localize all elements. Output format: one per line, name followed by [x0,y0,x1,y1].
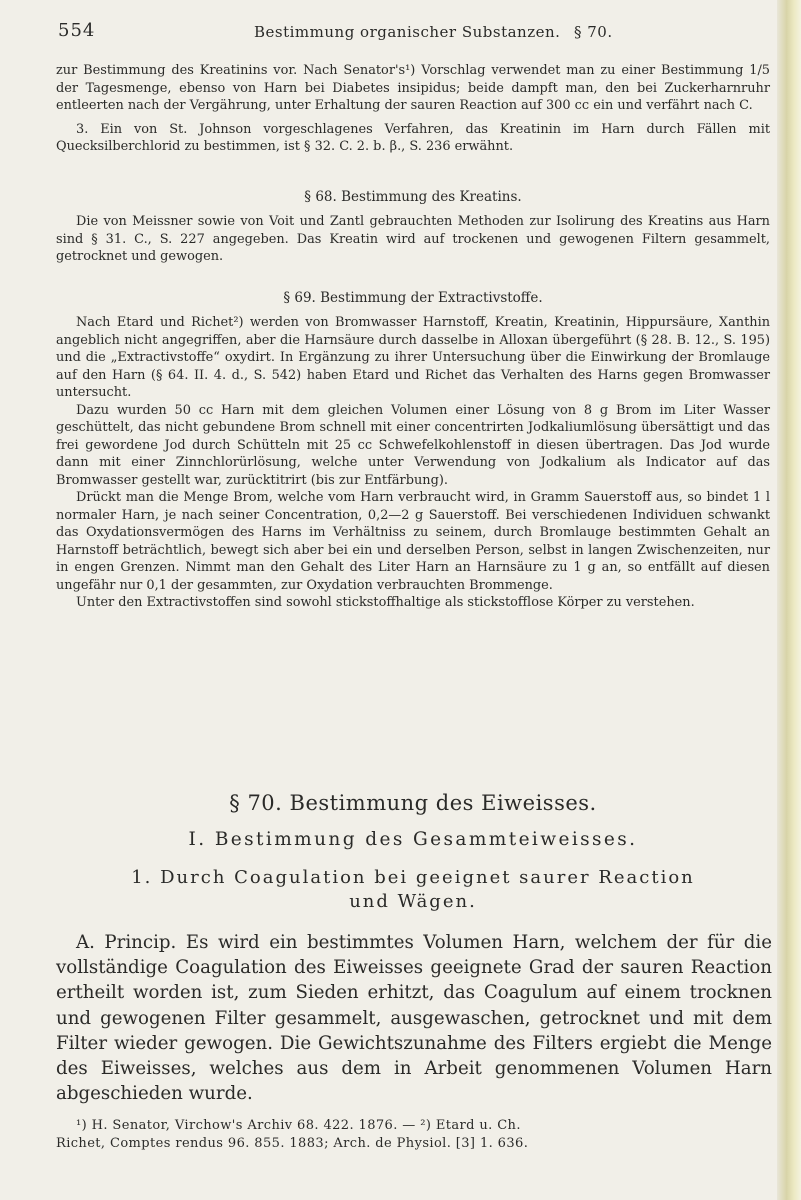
section-69-text [56,314,770,612]
heading-coagulation-line2: und Wägen. [349,891,477,912]
running-title: Bestimmung organischer Substanzen. [254,23,561,41]
top-text [56,62,770,156]
paragraph-method: Dazu wurden 50 cc Harn mit dem gleichen Volumen einer Lösung von 8 g Brom im Liter Wasser geschüttelt, das nicht gebundene Brom schnell mit einer concentrirten Jodkaliumlösung übersättigt und das frei gewordene Jod durch Schütteln mit 25 cc Schwefelkohlenstoff in diesen übertragen. Das Jod wurde dann mit einer Zinnchlorürlösung, welche unter Verwendung von Jodkalium als Indicator auf das Bromwasser gestellt war, zurücktitrirt (bis zur Entfärbung). [56,402,770,488]
footnote-line-2: Richet, Comptes rendus 96. 855. 1883; Arch. de Physiol. [3] 1. 636. [56,1135,529,1151]
section-70-title: § 70. Bestimmung des Eiweisses. [229,791,597,815]
heading-coagulation [56,866,770,914]
heading-gesammteiweiss: I. Bestimmung des Gesammteiweisses. [188,829,638,850]
page-edge [777,0,801,1200]
running-header [58,20,778,46]
paragraph-kreatinin-senator: zur Bestimmung des Kreatinins vor. Nach Senator's¹) Vorschlag verwendet man zu einer Bestimmung 1/5 der Tagesmenge, ebenso von Harn bei Diabetes insipidus; beide dampft man, den bei Zuckerharnruhr entleerten nach der Vergährung, unter Erhaltung der sauren Reaction auf 300 cc ein und verfährt nach C. [56,63,770,113]
running-section: § 70. [574,23,613,41]
paragraph-oxygen: Drückt man die Menge Brom, welche vom Harn verbraucht wird, in Gramm Sauerstoff aus, so bindet 1 l normaler Harn, je nach seiner Concentration, 0,2—2 g Sauerstoff. Bei verschiedenen Individuen schwankt das Oxydationsvermögen des Harns im Verhältniss zu seinem, durch Bromlauge bestimmten Gehalt an Harnstoff beträchtlich, bewegt sich aber bei ein und derselben Person, selbst in langen Zwischenzeiten, nur in engen Grenzen. Nimmt man den Gehalt des Liter Harn an Harnsäure zu 1 g an, so entfällt auf diesen ungefähr nur 0,1 der gesammten, zur Oxydation verbrauchten Brommenge. [56,490,770,593]
paragraph-johnson: 3. Ein von St. Johnson vorgeschlagenes Verfahren, das Kreatinin im Harn durch Fällen mit Quecksilberchlorid zu bestimmen, ist § 32. C. 2. b. β., S. 236 erwähnt. [56,121,770,154]
paragraph-extractivstoffe: Unter den Extractivstoffen sind sowohl stickstoffhaltige als stickstofflose Körper zu verstehen. [76,595,695,610]
paragraph-kreatins: Die von Meissner sowie von Voit und Zantl gebrauchten Methoden zur Isolirung des Kreatins aus Harn sind § 31. C., S. 227 angegeben. Das Kreatin wird auf trockenen und gewogenen Filtern gesammelt, getrocknet und gewogen. [56,214,770,264]
heading-coagulation-line1: 1. Durch Coagulation bei geeignet saurer Reaction [131,867,695,888]
heading-section-68: § 68. Bestimmung des Kreatins. [304,189,522,205]
page-number: 554 [58,20,96,41]
heading-section-69: § 69. Bestimmung der Extractivstoffe. [283,290,543,306]
paragraph-etard-richet: Nach Etard und Richet²) werden von Bromwasser Harnstoff, Kreatin, Kreatinin, Hippursäure, Xanthin angeblich nicht angegriffen, aber die Harnsäure durch dasselbe in Alloxan übergeführt (§ 28. B. 12., S. 195) und die „Extractivstoffe“ oxydirt. In Ergänzung zu ihrer Untersuchung über die Einwirkung der Bromlauge auf den Harn (§ 64. II. 4. d., S. 542) haben Etard und Richet das Verhalten des Harns gegen Bromwasser untersucht. [56,315,770,400]
paragraph-princip [56,930,772,1106]
footnotes [56,1117,770,1152]
paragraph-princip-text: A. Princip. Es wird ein bestimmtes Volumen Harn, welchem der für die vollständige Coagulation des Eiweisses geeignete Grad der sauren Reaction ertheilt worden ist, zum Sieden erhitzt, das Coagulum auf einem trocknen und gewogenen Filter gesammelt, ausgewaschen, getrocknet und mit dem Filter wieder gewogen. Die Gewichtszunahme des Filters ergiebt die Menge des Eiweisses, welches aus dem in Arbeit genommenen Volumen Harn abgeschieden wurde. [56,932,772,1105]
section-68-text [56,213,770,266]
footnote-line-1: ¹) H. Senator, Virchow's Archiv 68. 422. 1876. — ²) Etard u. Ch. [76,1118,521,1133]
